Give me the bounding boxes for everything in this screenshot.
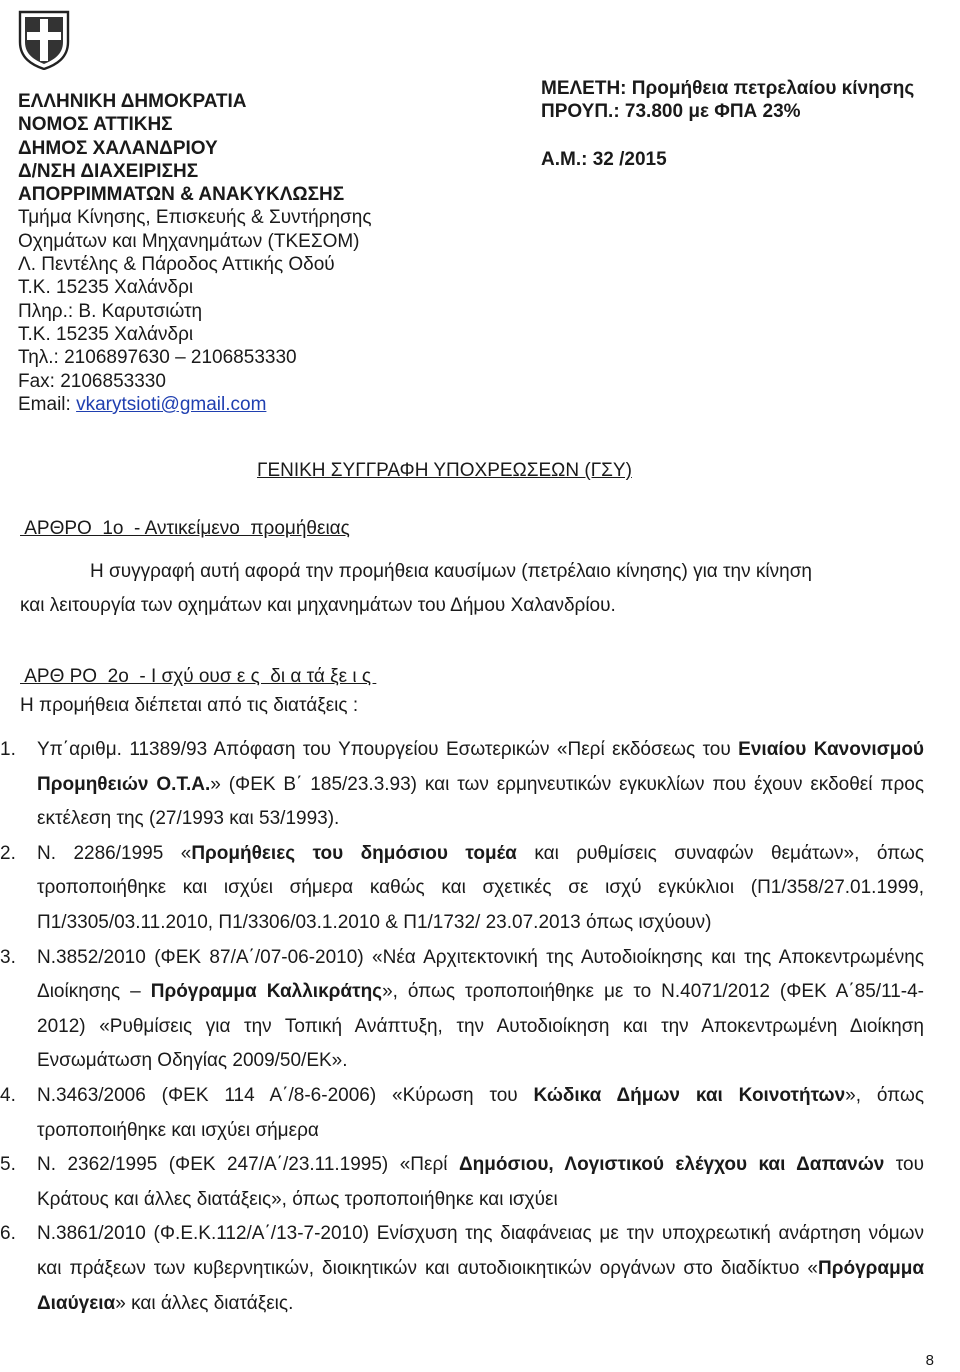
list-item-bold-text: Δημόσιου, Λογιστικού ελέγχου και Δαπανών xyxy=(458,1154,885,1176)
list-item-text: » και άλλες διατάξεις. xyxy=(115,1292,294,1314)
document-title: ΓΕΝΙΚΗ ΣΥΓΓΡΑΦΗ ΥΠΟΧΡΕΩΣΕΩΝ (ΓΣΥ) xyxy=(257,460,632,481)
study-info xyxy=(541,77,959,171)
list-item xyxy=(0,941,960,1079)
email-line xyxy=(18,393,488,416)
list-item xyxy=(0,1079,960,1148)
list-item-text: και ρυθμίσεις συναφών θεμάτων», όπως τροποποιήθηκε και ισχύει σήμερα καθώς και σχετικές σε ισχύ εγκύκλιοι (Π1/358/27.01.1999, Π1/3305/03.11.2010, Π1/3306/03.1.2010 & Π1/1732/ 23.07.2013 όπως ισχύουν) xyxy=(37,842,924,933)
dept-line: Τμήμα Κίνησης, Επισκευής & Συντήρησης xyxy=(18,207,372,229)
dept-line: Λ. Πεντέλης & Πάροδος Αττικής Οδού xyxy=(18,254,335,276)
article-1-title: ΑΡΘΡΟ 1ο - Αντικείμενο προμήθειας xyxy=(20,518,350,539)
list-item-number: 3. xyxy=(0,946,16,968)
list-item-bold-text: Πρόγραμμα Καλλικράτης xyxy=(150,981,383,1003)
list-item-text: », όπως τροποποιήθηκε και ισχύει σήμερα xyxy=(37,1084,924,1141)
org-line: ΑΠΟΡΡΙΜΜΑΤΩΝ & ΑΝΑΚΥΚΛΩΣΗΣ xyxy=(18,184,345,206)
list-item-text: Ν.3861/2010 (Φ.Ε.Κ.112/Α΄/13-7-2010) Ενίσχυση της διαφάνειας με την υποχρεωτική ανάρτηση νόμων και πράξεων των κυβερνητικών, διοικητικών και αυτοδιοικητικών οργάνων στο διαδίκτυο « xyxy=(37,1223,924,1279)
dept-line: Τ.Κ. 15235 Χαλάνδρι xyxy=(18,323,194,345)
article-1-line: Η συγγραφή αυτή αφορά την προμήθεια καυσίμων (πετρέλαιο κίνησης) για την κίνηση xyxy=(90,561,812,582)
list-item-text: Ν.3463/2006 (ΦΕΚ 114 Α΄/8-6-2006) «Κύρωση του xyxy=(37,1084,534,1106)
list-item xyxy=(0,1217,960,1321)
dept-line: Fax: 2106853330 xyxy=(18,370,166,392)
list-item-number: 1. xyxy=(0,739,16,760)
list-item-text: », όπως τροποποιήθηκε με το Ν.4071/2012 (ΦΕΚ Α΄85/11-4-2012) «Ρυθμίσεις για την Τοπική Ανάπτυξη, την Αυτοδιοίκηση και την Αποκεντρωμένη Διοίκηση Ενσωμάτωση Οδηγίας 2009/50/ΕΚ». xyxy=(37,981,925,1072)
list-item-text: » (ΦΕΚ Β΄ 185/23.3.93) και των ερμηνευτικών εγκυκλίων που έχουν εκδοθεί προς εκτέλεση της (27/1993 και 53/1993). xyxy=(37,773,925,830)
study-number: Α.Μ.: 32 /2015 xyxy=(541,149,667,170)
study-title: ΜΕΛΕΤΗ: Προμήθεια πετρελαίου κίνησης xyxy=(541,78,915,99)
org-line: Δ/ΝΣΗ ΔΙΑΧΕΙΡΙΣΗΣ xyxy=(18,160,199,182)
list-item-number: 5. xyxy=(0,1154,16,1176)
list-item-text: Ν.3852/2010 (ΦΕΚ 87/Α΄/07-06-2010) «Νέα Αρχιτεκτονική της Αυτοδιοίκησης και της Αποκεντρωμένης Διοίκησης – xyxy=(37,946,924,1003)
list-item-bold-text: Κώδικα Δήμων και Κοινοτήτων xyxy=(533,1084,846,1106)
list-item xyxy=(0,733,960,837)
article-1-text xyxy=(20,555,905,622)
email-link[interactable]: vkarytsioti@gmail.com xyxy=(76,393,267,415)
article-1-line: και λειτουργία των οχημάτων και μηχανημάτων του Δήμου Χαλανδρίου. xyxy=(20,594,616,616)
list-item-text: Ν. 2286/1995 « xyxy=(37,842,192,864)
list-item-bold-text: Πρόγραμμα Διαύγεια xyxy=(37,1257,924,1314)
list-item-text: του Κράτους και άλλες διατάξεις», όπως τροποποιήθηκε και ισχύει xyxy=(37,1154,924,1210)
email-label: Email: xyxy=(18,393,77,415)
article-2-intro: Η προμήθεια διέπεται από τις διατάξεις : xyxy=(20,695,359,716)
article-2-title: ΑΡΘ ΡΟ 2ο - Ι σχύ ουσ ε ς δι α τά ξε ι ς xyxy=(20,666,377,687)
legislation-list xyxy=(0,733,960,1321)
list-item-number: 4. xyxy=(0,1084,16,1106)
org-line: ΝΟΜΟΣ ΑΤΤΙΚΗΣ xyxy=(18,114,173,136)
list-item-number: 6. xyxy=(0,1223,16,1245)
list-item-text: Υπ΄αριθμ. 11389/93 Απόφαση του Υπουργείου Εσωτερικών «Περί εκδόσεως του xyxy=(37,739,739,760)
list-item-bold-text: Προμήθειες του δημόσιου τομέα xyxy=(191,842,517,864)
page-number: 8 xyxy=(925,1352,934,1369)
org-line: ΕΛΛΗΝΙΚΗ ΔΗΜΟΚΡΑΤΙΑ xyxy=(18,91,247,112)
dept-line: Τ.Κ. 15235 Χαλάνδρι xyxy=(18,277,194,299)
list-item xyxy=(0,837,960,941)
budget: ΠΡΟΥΠ.: 73.800 με ΦΠΑ 23% xyxy=(541,101,801,122)
list-item xyxy=(0,1148,960,1217)
dept-line: Πληρ.: Β. Καρυτσιώτη xyxy=(18,300,203,322)
sender-block xyxy=(18,90,488,416)
org-line: ΔΗΜΟΣ ΧΑΛΑΝΔΡΙΟΥ xyxy=(18,137,218,159)
greek-emblem-icon xyxy=(18,10,70,70)
list-item-bold-text: Ενιαίου Κανονισμού Προμηθειών Ο.Τ.Α. xyxy=(37,739,924,795)
list-item-text: Ν. 2362/1995 (ΦΕΚ 247/Α΄/23.11.1995) «Περί xyxy=(37,1154,459,1176)
dept-line: Τηλ.: 2106897630 – 2106853330 xyxy=(18,347,297,369)
dept-line: Οχημάτων και Μηχανημάτων (ΤΚΕΣΟΜ) xyxy=(18,230,360,252)
list-item-number: 2. xyxy=(0,842,16,864)
